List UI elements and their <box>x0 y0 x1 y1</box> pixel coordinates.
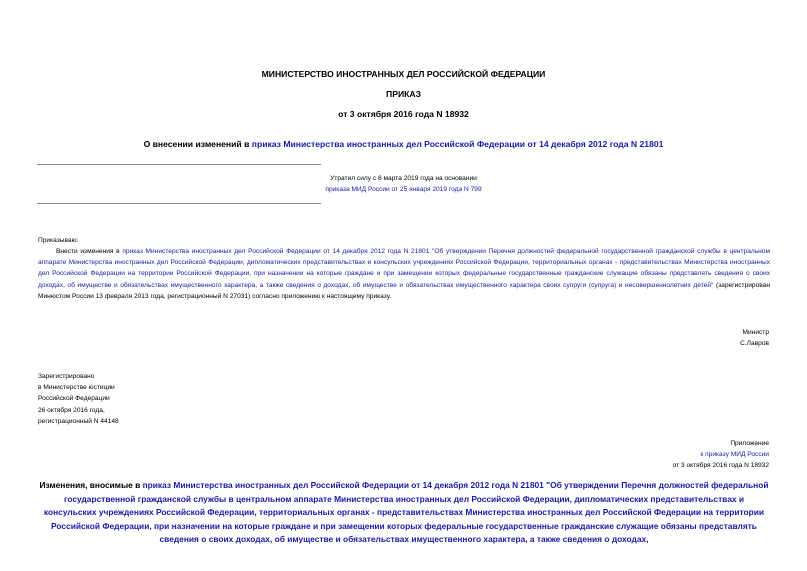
order-intro: Приказываю: <box>38 237 79 244</box>
order-paragraph-link[interactable]: приказ Министерства иностранных дел Российской Федерации от 14 декабря 2012 года N 21801 "Об утверждении Перечня должностей федеральной государственной гражданской службы в центральном аппарате Министерства иностранных дел Российской Федерации, дипломатических представительствах и консульских учреждениях Российской Федерации, территориальных органах - представительствах Министерства иностранных дел Российской Федерации на территории Российской Федерации, при назначении на которые граждане и при замещении которых федеральные государственные гражданские служащие обязаны представлять сведения о своих доходах, об имуществе и обязательствах имущественного характера, а также сведения о доходах, об имуществе и обязательствах имущественного характера своих супруги (супруга) и несовершеннолетних детей" <box>38 248 770 289</box>
signature-position: Министр <box>742 329 769 336</box>
repeal-notice-link[interactable]: приказа МИД России от 25 января 2019 года N 799 <box>325 186 482 194</box>
registration-line: Российской Федерации <box>38 395 110 403</box>
notice-bottom-divider <box>37 203 321 204</box>
appendix-title-link[interactable]: приказ Министерства иностранных дел Российской Федерации от 14 декабря 2012 года N 21801 "Об утверждении Перечня должностей федеральной государственной гражданской службы в центральном аппарате Министерства иностранных дел Российской Федерации, дипломатических представительствах и консульских учреждениях Российской Федерации, территориальных органах - представительствах Министерства иностранных дел Российской Федерации на территории Российской Федерации, при назначении на которые граждане и при замещении которых федеральные государственные гражданские служащие обязаны представлять сведения о своих доходах, об имуществе и обязательствах имущественного характера, а также сведения о доходах, <box>43 480 769 545</box>
appendix-title <box>38 479 770 565</box>
registration-line: Зарегистрировано <box>38 373 95 380</box>
notice-top-divider <box>37 164 321 165</box>
appendix-reference-line: от 3 октября 2016 года N 18932 <box>672 462 769 470</box>
order-paragraph-start: Внести изменения в <box>56 248 123 255</box>
appendix-reference-line: Приложение <box>730 440 769 447</box>
repeal-notice-text: Утратил силу с 8 марта 2019 года на основании <box>330 175 477 182</box>
order-paragraph <box>38 246 770 302</box>
signature-block <box>740 327 769 349</box>
order-paragraph-end: (зарегистрирован Минюстом России 13 февраля 2013 года, регистрационный N 27031) согласно приложению к настоящему приказу. <box>38 281 770 300</box>
document-title <box>0 139 807 149</box>
registration-block <box>38 371 119 427</box>
appendix-title-prefix: Изменения, вносимые в <box>39 480 143 490</box>
repeal-notice <box>0 173 807 195</box>
signature-name: С.Лавров <box>740 340 769 348</box>
registration-line: регистрационный N 44148 <box>38 417 119 425</box>
ministry-heading: МИНИСТЕРСТВО ИНОСТРАННЫХ ДЕЛ РОССИЙСКОЙ ФЕДЕРАЦИИ <box>261 69 546 79</box>
appendix-reference-link[interactable]: к приказу МИД России <box>700 451 769 459</box>
appendix-reference <box>673 438 769 472</box>
title-link[interactable]: приказ Министерства иностранных дел Российской Федерации от 14 декабря 2012 года N 21801 <box>251 139 664 149</box>
document-date-number: от 3 октября 2016 года N 18932 <box>338 109 469 119</box>
registration-line: 26 октября 2016 года, <box>38 406 105 414</box>
title-prefix: О внесении изменений в <box>143 139 252 149</box>
document-type: ПРИКАЗ <box>386 89 421 99</box>
registration-line: в Министерстве юстиции <box>38 384 115 392</box>
